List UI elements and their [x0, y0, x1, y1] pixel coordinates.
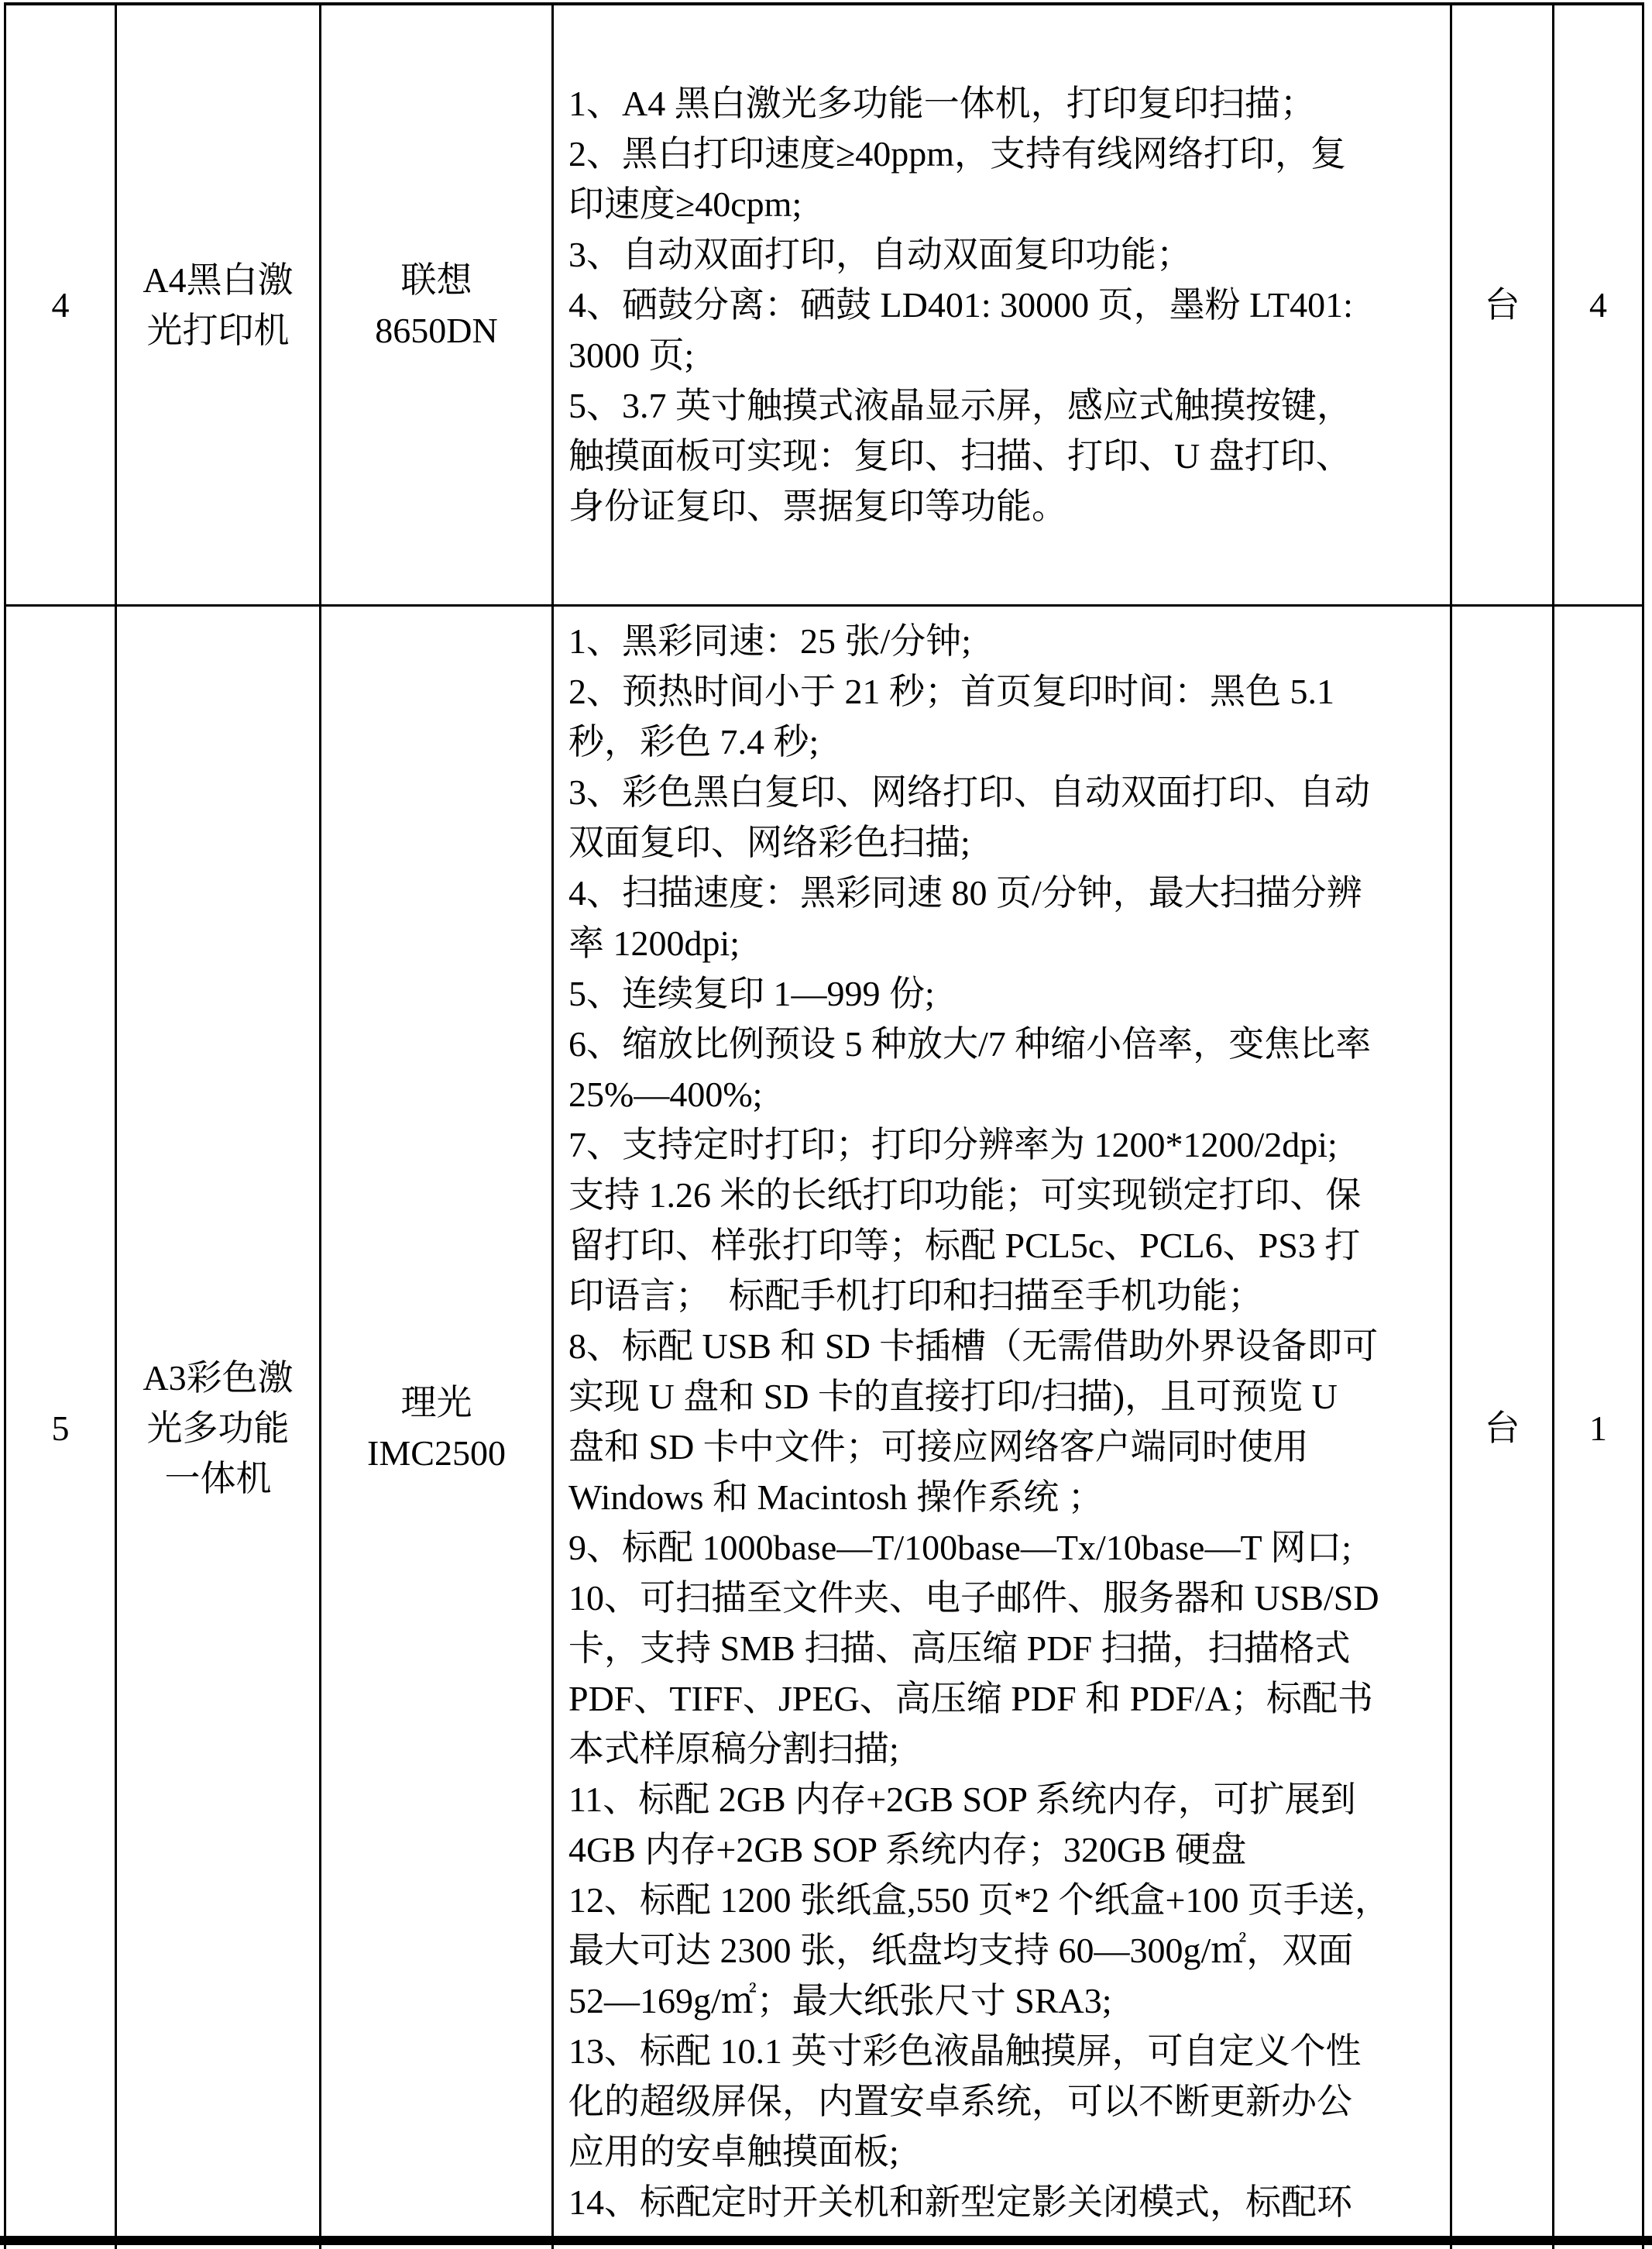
cell-specifications: [554, 5, 1452, 607]
text-line: 应用的安卓触摸面板;: [568, 2132, 899, 2172]
cell-equipment-name: [117, 607, 321, 2249]
text-line: 12、标配 1200 张纸盒,550 页*2 个纸盒+100 页手送，: [568, 1880, 1390, 1920]
text-line: 一体机: [164, 1458, 272, 1498]
seq-number-text: 5: [51, 1408, 70, 1448]
text-line: 2、黑白打印速度≥40ppm，支持有线网络打印，复: [568, 134, 1347, 174]
text-line: 光多功能: [146, 1408, 290, 1448]
cell-specifications: [554, 607, 1452, 2249]
cell-quantity: [1554, 607, 1644, 2249]
text-line: 盘和 SD 卡中文件；可接应网络客户端同时使用: [568, 1427, 1309, 1467]
text-line: 双面复印、网络彩色扫描;: [568, 823, 970, 862]
text-line: 4、扫描速度：黑彩同速 80 页/分钟，最大扫描分辨: [568, 873, 1362, 913]
text-line: 卡，支持 SMB 扫描、高压缩 PDF 扫描，扫描格式: [568, 1628, 1351, 1668]
table-row-item-4: [6, 5, 1644, 607]
cell-unit: [1452, 5, 1554, 607]
text-line: 实现 U 盘和 SD 卡的直接打印/扫描)，且可预览 U: [568, 1377, 1338, 1416]
text-line: 1、A4 黑白激光多功能一体机，打印复印扫描；: [568, 84, 1316, 123]
cell-seq-number: [6, 607, 117, 2249]
text-line: 化的超级屏保，内置安卓系统，可以不断更新办公: [568, 2082, 1352, 2121]
quantity-text: 4: [1589, 285, 1607, 325]
text-line: IMC2500: [367, 1433, 506, 1473]
cell-equipment-name: [117, 5, 321, 607]
table-row-item-5: [6, 607, 1644, 2249]
text-line: 光打印机: [146, 310, 290, 350]
text-line: 4GB 内存+2GB SOP 系统内存；320GB 硬盘: [568, 1830, 1247, 1869]
text-line: 25%—400%;: [568, 1075, 763, 1114]
text-line: 留打印、样张打印等；标配 PCL5c、PCL6、PS3 打: [568, 1226, 1361, 1265]
text-line: 印速度≥40cpm;: [568, 184, 802, 224]
text-line: 5、连续复印 1—999 份;: [568, 974, 935, 1013]
cell-brand-model: [321, 607, 554, 2249]
text-line: Windows 和 Macintosh 操作系统 ；: [568, 1477, 1104, 1517]
text-line: 8650DN: [375, 310, 498, 350]
text-line: 5、3.7 英寸触摸式液晶显示屏，感应式触摸按键，: [568, 386, 1352, 425]
text-line: 11、标配 2GB 内存+2GB SOP 系统内存，可扩展到: [568, 1780, 1356, 1819]
equipment-spec-table: [4, 2, 1644, 2249]
text-line: 3、自动双面打印，自动双面复印功能；: [568, 235, 1192, 274]
unit-text: 台: [1484, 1408, 1520, 1448]
text-line: 7、支持定时打印；打印分辨率为 1200*1200/2dpi;: [568, 1125, 1338, 1164]
text-line: 52—169g/㎡；最大纸张尺寸 SRA3;: [568, 1981, 1112, 2020]
text-line: 8、标配 USB 和 SD 卡插槽（无需借助外界设备即可: [568, 1326, 1379, 1366]
text-line: 身份证复印、票据复印等功能。: [568, 487, 1067, 526]
text-line: 最大可达 2300 张，纸盘均支持 60—300g/㎡，双面: [568, 1931, 1354, 1970]
cell-seq-number: [6, 5, 117, 607]
text-line: 3、彩色黑白复印、网络打印、自动双面打印、自动: [568, 772, 1370, 812]
text-line: 1、黑彩同速：25 张/分钟;: [568, 621, 972, 661]
text-line: PDF、TIFF、JPEG、高压缩 PDF 和 PDF/A；标配书: [568, 1679, 1374, 1718]
text-line: 支持 1.26 米的长纸打印功能；可实现锁定打印、保: [568, 1175, 1362, 1215]
text-line: 3000 页;: [568, 335, 695, 375]
text-line: 4、硒鼓分离：硒鼓 LD401: 30000 页，墨粉 LT401:: [568, 285, 1353, 325]
text-line: 2、预热时间小于 21 秒；首页复印时间：黑色 5.1: [568, 672, 1334, 711]
text-line: 本式样原稿分割扫描;: [568, 1729, 899, 1769]
scan-edge-bar: [0, 2236, 1652, 2245]
text-line: 13、标配 10.1 英寸彩色液晶触摸屏，可自定义个性: [568, 2031, 1362, 2071]
cell-unit: [1452, 607, 1554, 2249]
text-line: 理光: [400, 1383, 472, 1422]
cell-quantity: [1554, 5, 1644, 607]
text-line: 触摸面板可实现：复印、扫描、打印、U 盘打印、: [568, 436, 1351, 476]
text-line: 6、缩放比例预设 5 种放大/7 种缩小倍率，变焦比率: [568, 1024, 1372, 1064]
cell-brand-model: [321, 5, 554, 607]
text-line: 10、可扫描至文件夹、电子邮件、服务器和 USB/SD: [568, 1578, 1379, 1618]
text-line: 秒，彩色 7.4 秒;: [568, 722, 819, 762]
text-line: A4黑白激: [143, 260, 294, 300]
text-line: 9、标配 1000base—T/100base—Tx/10base—T 网口;: [568, 1528, 1352, 1567]
text-line: 印语言； 标配手机打印和扫描至手机功能；: [568, 1276, 1263, 1315]
unit-text: 台: [1484, 285, 1520, 325]
seq-number-text: 4: [51, 285, 70, 325]
quantity-text: 1: [1589, 1408, 1607, 1448]
text-line: 率 1200dpi;: [568, 923, 740, 963]
text-line: A3彩色激: [143, 1357, 294, 1398]
text-line: 联想: [400, 260, 472, 300]
text-line: 14、标配定时开关机和新型定影关闭模式，标配环: [568, 2182, 1352, 2222]
